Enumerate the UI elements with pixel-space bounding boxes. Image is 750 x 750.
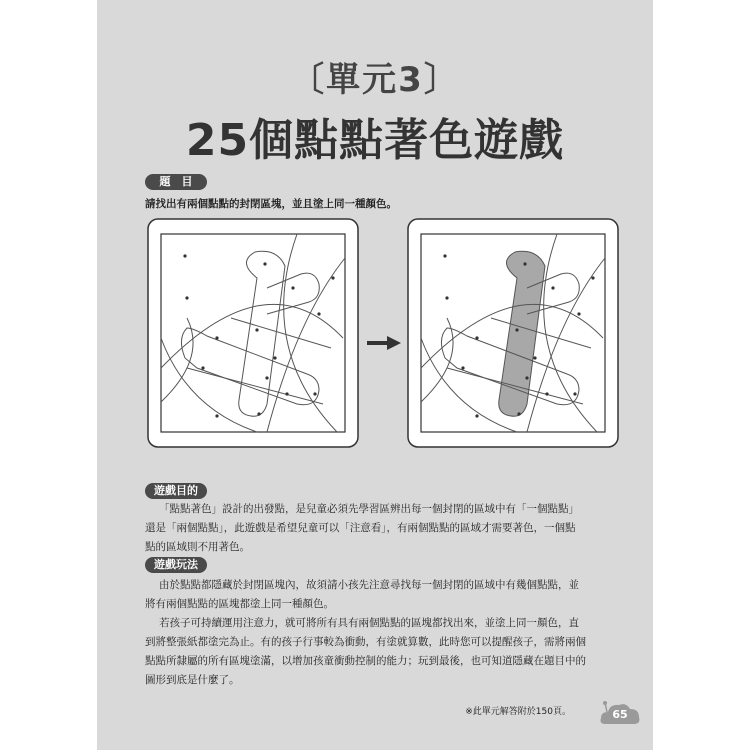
page-number: 65 [612,708,628,721]
right-arrow-icon [367,336,401,350]
howto-line: 若孩子可持續運用注意力，就可將所有具有兩個點點的區塊都找出來，並塗上同一顏色，直 [159,617,579,629]
page-number-badge [599,700,641,728]
answer-footnote: ※此單元解答附於150頁。 [465,707,571,717]
puzzle-unsolved [147,218,359,448]
page-title: 25個點點著色遊戲 [185,115,565,166]
question-text: 請找出有兩個點點的封閉區塊，並且塗上同一種顏色。 [145,198,397,210]
howto-line: 由於點點都隱藏於封閉區塊內，故須請小孩先注意尋找每一個封閉的區域中有幾個點點，並 [159,579,579,591]
purpose-label: 遊戲目的 [145,483,207,499]
purpose-line: 「點點著色」設計的出發點，是兒童必須先學習區辨出每一個封閉的區域中有「一個點點」 [159,503,579,515]
puzzle-solved [407,218,619,448]
howto-text [145,576,586,690]
unit-heading: 〔單元3〕 [290,60,460,100]
question-label: 題 目 [145,174,207,190]
purpose-line: 點的區域則不用著色。 [145,541,250,553]
purpose-line: 還是「兩個點點」，此遊戲是希望兒童可以「注意看」，有兩個點點的區域才需要著色，一個點 [145,522,576,534]
purpose-text [145,500,579,557]
howto-line: 圖形到底是什麼了。 [145,674,240,686]
howto-line: 到將整張紙都塗完為止。有的孩子行事較為衝動，有塗就算數，此時您可以提醒孩子，需將兩個 [145,636,586,648]
howto-label: 遊戲玩法 [145,557,207,573]
howto-line: 將有兩個點點的區塊都塗上同一種顏色。 [145,598,334,610]
howto-line: 點點所隸屬的所有區塊塗滿，以增加孩童衝動控制的能力；玩到最後，也可知道隱藏在題目中的 [145,655,586,667]
book-page [97,0,653,750]
